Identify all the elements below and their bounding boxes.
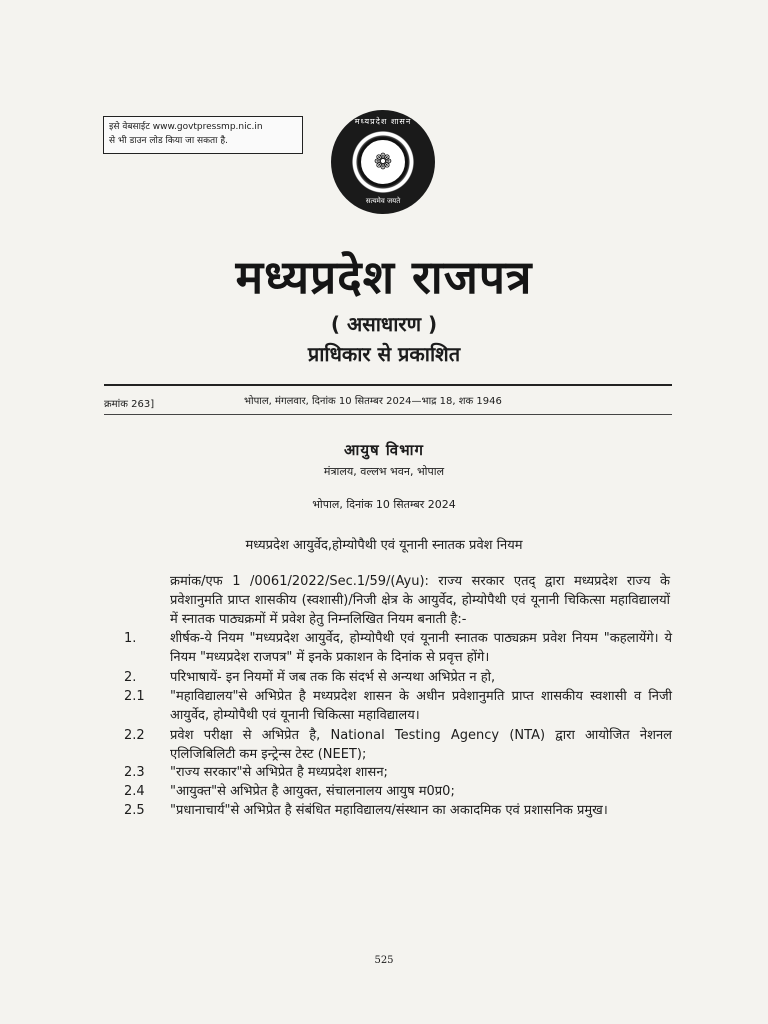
clause-text: परिभाषायें- इन नियमों में जब तक कि संदर्भ से अन्यथा अभिप्रेत न हो, [170, 670, 496, 685]
notice-line-1: इसे वेबसाईट www.govtpressmp.nic.in [109, 122, 263, 132]
clause-text: "महाविद्यालय"से अभिप्रेत है मध्यप्रदेश शासन के अधीन प्रवेशानुमति प्राप्त शासकीय स्वशासी व निजी आयुर्वेद, होम्योपैथी एवं यूनानी चिकित्सा महाविद्यालय। [170, 689, 672, 723]
clause-1 [124, 629, 672, 667]
divider-top [104, 384, 672, 386]
clause-number: 2.2 [124, 728, 145, 743]
intro-paragraph: क्रमांक/एफ 1 /0061/2022/Sec.1/59/(Ayu): राज्य सरकार एतद् द्वारा मध्यप्रदेश राज्य के प्रवेशानुमति प्राप्त शासकीय (स्वशासी)/निजी क्षेत्र के आयुर्वेद, होम्योपैथी एवं यूनानी चिकित्सा महाविद्यालयों में स्नातक पाठ्यक्रमों में प्रवेश हेतु निम्नलिखित नियम बनाती है:- [170, 574, 670, 627]
clause-text: शीर्षक-ये नियम "मध्यप्रदेश आयुर्वेद, होम्योपैथी एवं यूनानी स्नातक पाठ्यक्रम प्रवेश नियम "कहलायेंगे। ये नियम "मध्यप्रदेश राजपत्र" में इनके प्रकाशन के दिनांक से प्रवृत्त होंगे। [170, 631, 672, 665]
department-heading: आयुष विभाग [343, 441, 425, 459]
issue-number: क्रमांक 263] [104, 399, 155, 410]
clause-number: 2.1 [124, 689, 145, 704]
rules-title: मध्यप्रदेश आयुर्वेद,होम्योपैथी एवं यूनानी स्नातक प्रवेश नियम [245, 538, 523, 553]
clause-number: 2.3 [124, 765, 145, 780]
clause-number: 2.5 [124, 803, 145, 818]
clause-text: "आयुक्त"से अभिप्रेत है आयुक्त, संचालनालय आयुष म0प्र0; [170, 784, 455, 799]
lion-capital-icon: ❁ [358, 137, 408, 187]
notice-line-2: से भी डाउन लोड किया जा सकता है. [109, 136, 228, 146]
clause-text: "प्रधानाचार्य"से अभिप्रेत है संबंधित महाविद्यालय/संस्थान का अकादमिक एवं प्रशासनिक प्रमुख। [170, 803, 608, 818]
page-number: 525 [374, 955, 394, 966]
emblem-bottom-text: सत्यमेव जयते [365, 197, 401, 205]
state-emblem-seal [331, 110, 435, 214]
gazette-authority: प्राधिकार से प्रकाशित [307, 342, 461, 366]
issue-dateline: भोपाल, मंगलवार, दिनांक 10 सितम्बर 2024—भाद्र 18, शक 1946 [244, 396, 502, 407]
gazette-masthead-title: मध्यप्रदेश राजपत्र [235, 250, 533, 304]
website-notice-box [103, 116, 303, 154]
clause-number: 2. [124, 670, 137, 685]
clause-number: 2.4 [124, 784, 145, 799]
clause-text: "राज्य सरकार"से अभिप्रेत है मध्यप्रदेश शासन; [170, 765, 388, 780]
emblem-top-text: मध्यप्रदेश शासन [354, 117, 412, 126]
clause-number: 1. [124, 631, 137, 646]
gazette-edition: ( असाधारण ) [330, 312, 438, 336]
ministry-address: मंत्रालय, वल्लभ भवन, भोपाल [323, 465, 445, 478]
clause-text: प्रवेश परीक्षा से अभिप्रेत है, National Testing Agency (NTA) द्वारा आयोजित नेशनल एलिजिबिलिटी कम इन्ट्रेन्स टेस्ट (NEET); [170, 728, 672, 762]
divider-bottom [104, 414, 672, 415]
notification-date: भोपाल, दिनांक 10 सितम्बर 2024 [312, 498, 456, 511]
